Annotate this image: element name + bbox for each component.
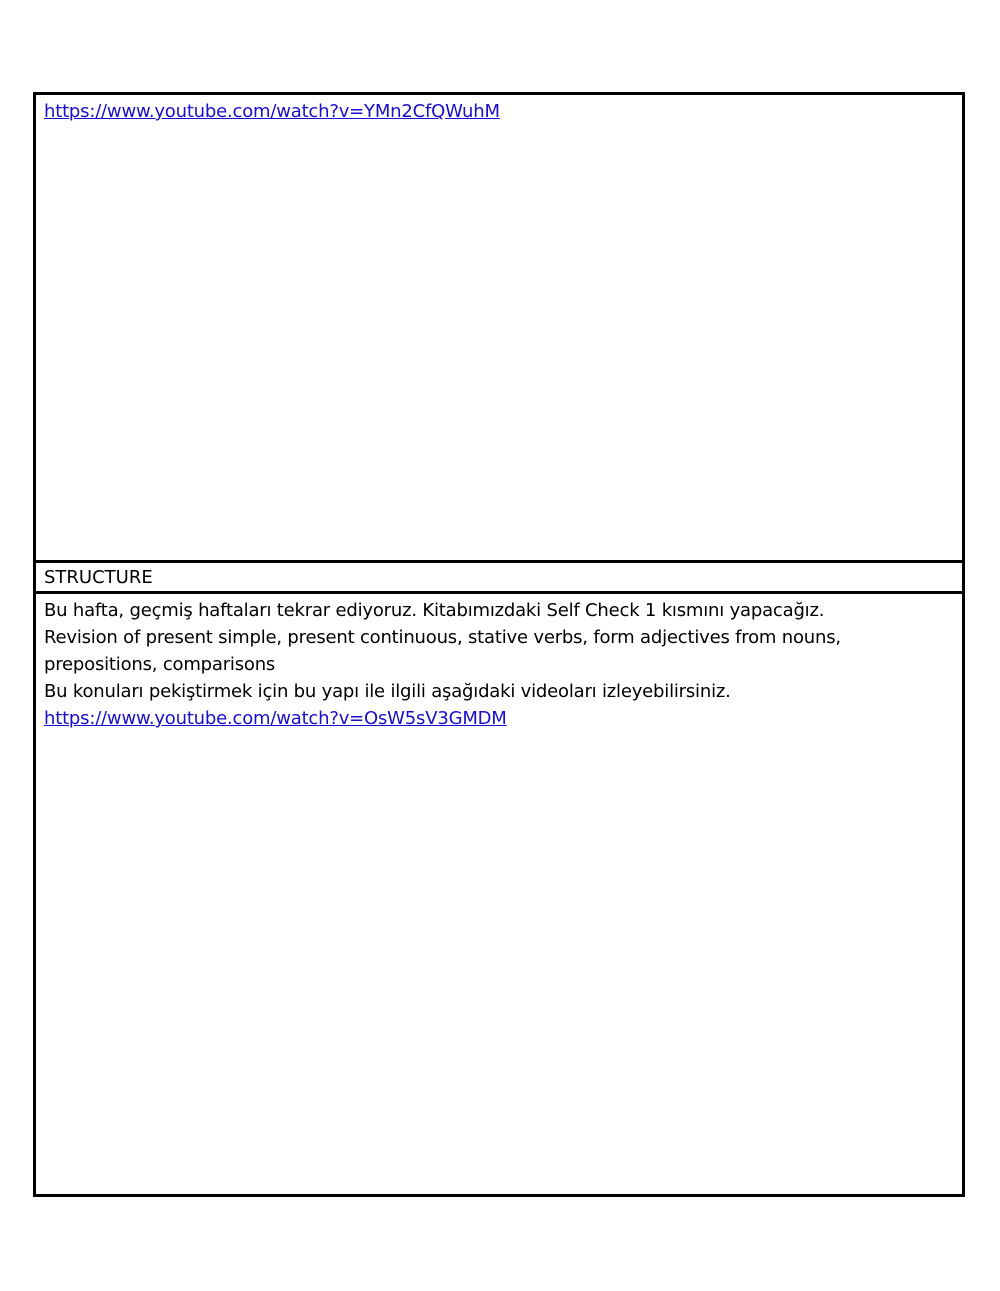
- video-link-2[interactable]: https://www.youtube.com/watch?v=OsW5sV3GMDM: [44, 708, 507, 729]
- body-line-3: prepositions, comparisons: [44, 654, 276, 675]
- body-line-4: Bu konuları pekiştirmek için bu yapı ile ilgili aşağıdaki videoları izleyebilirsiniz.: [44, 681, 731, 702]
- body-line-1: Bu hafta, geçmiş haftaları tekrar ediyoruz. Kitabımızdaki Self Check 1 kısmını yapacağız.: [44, 600, 825, 621]
- section-heading: STRUCTURE: [44, 567, 153, 588]
- structure-heading-cell: [36, 563, 962, 594]
- body-line-2: Revision of present simple, present continuous, stative verbs, form adjectives from nouns,: [44, 627, 841, 648]
- worksheet-table: [33, 92, 965, 1197]
- video-link-1[interactable]: https://www.youtube.com/watch?v=YMn2CfQWuhM: [44, 101, 500, 122]
- top-cell: [36, 95, 962, 563]
- structure-body-cell: [36, 594, 962, 1194]
